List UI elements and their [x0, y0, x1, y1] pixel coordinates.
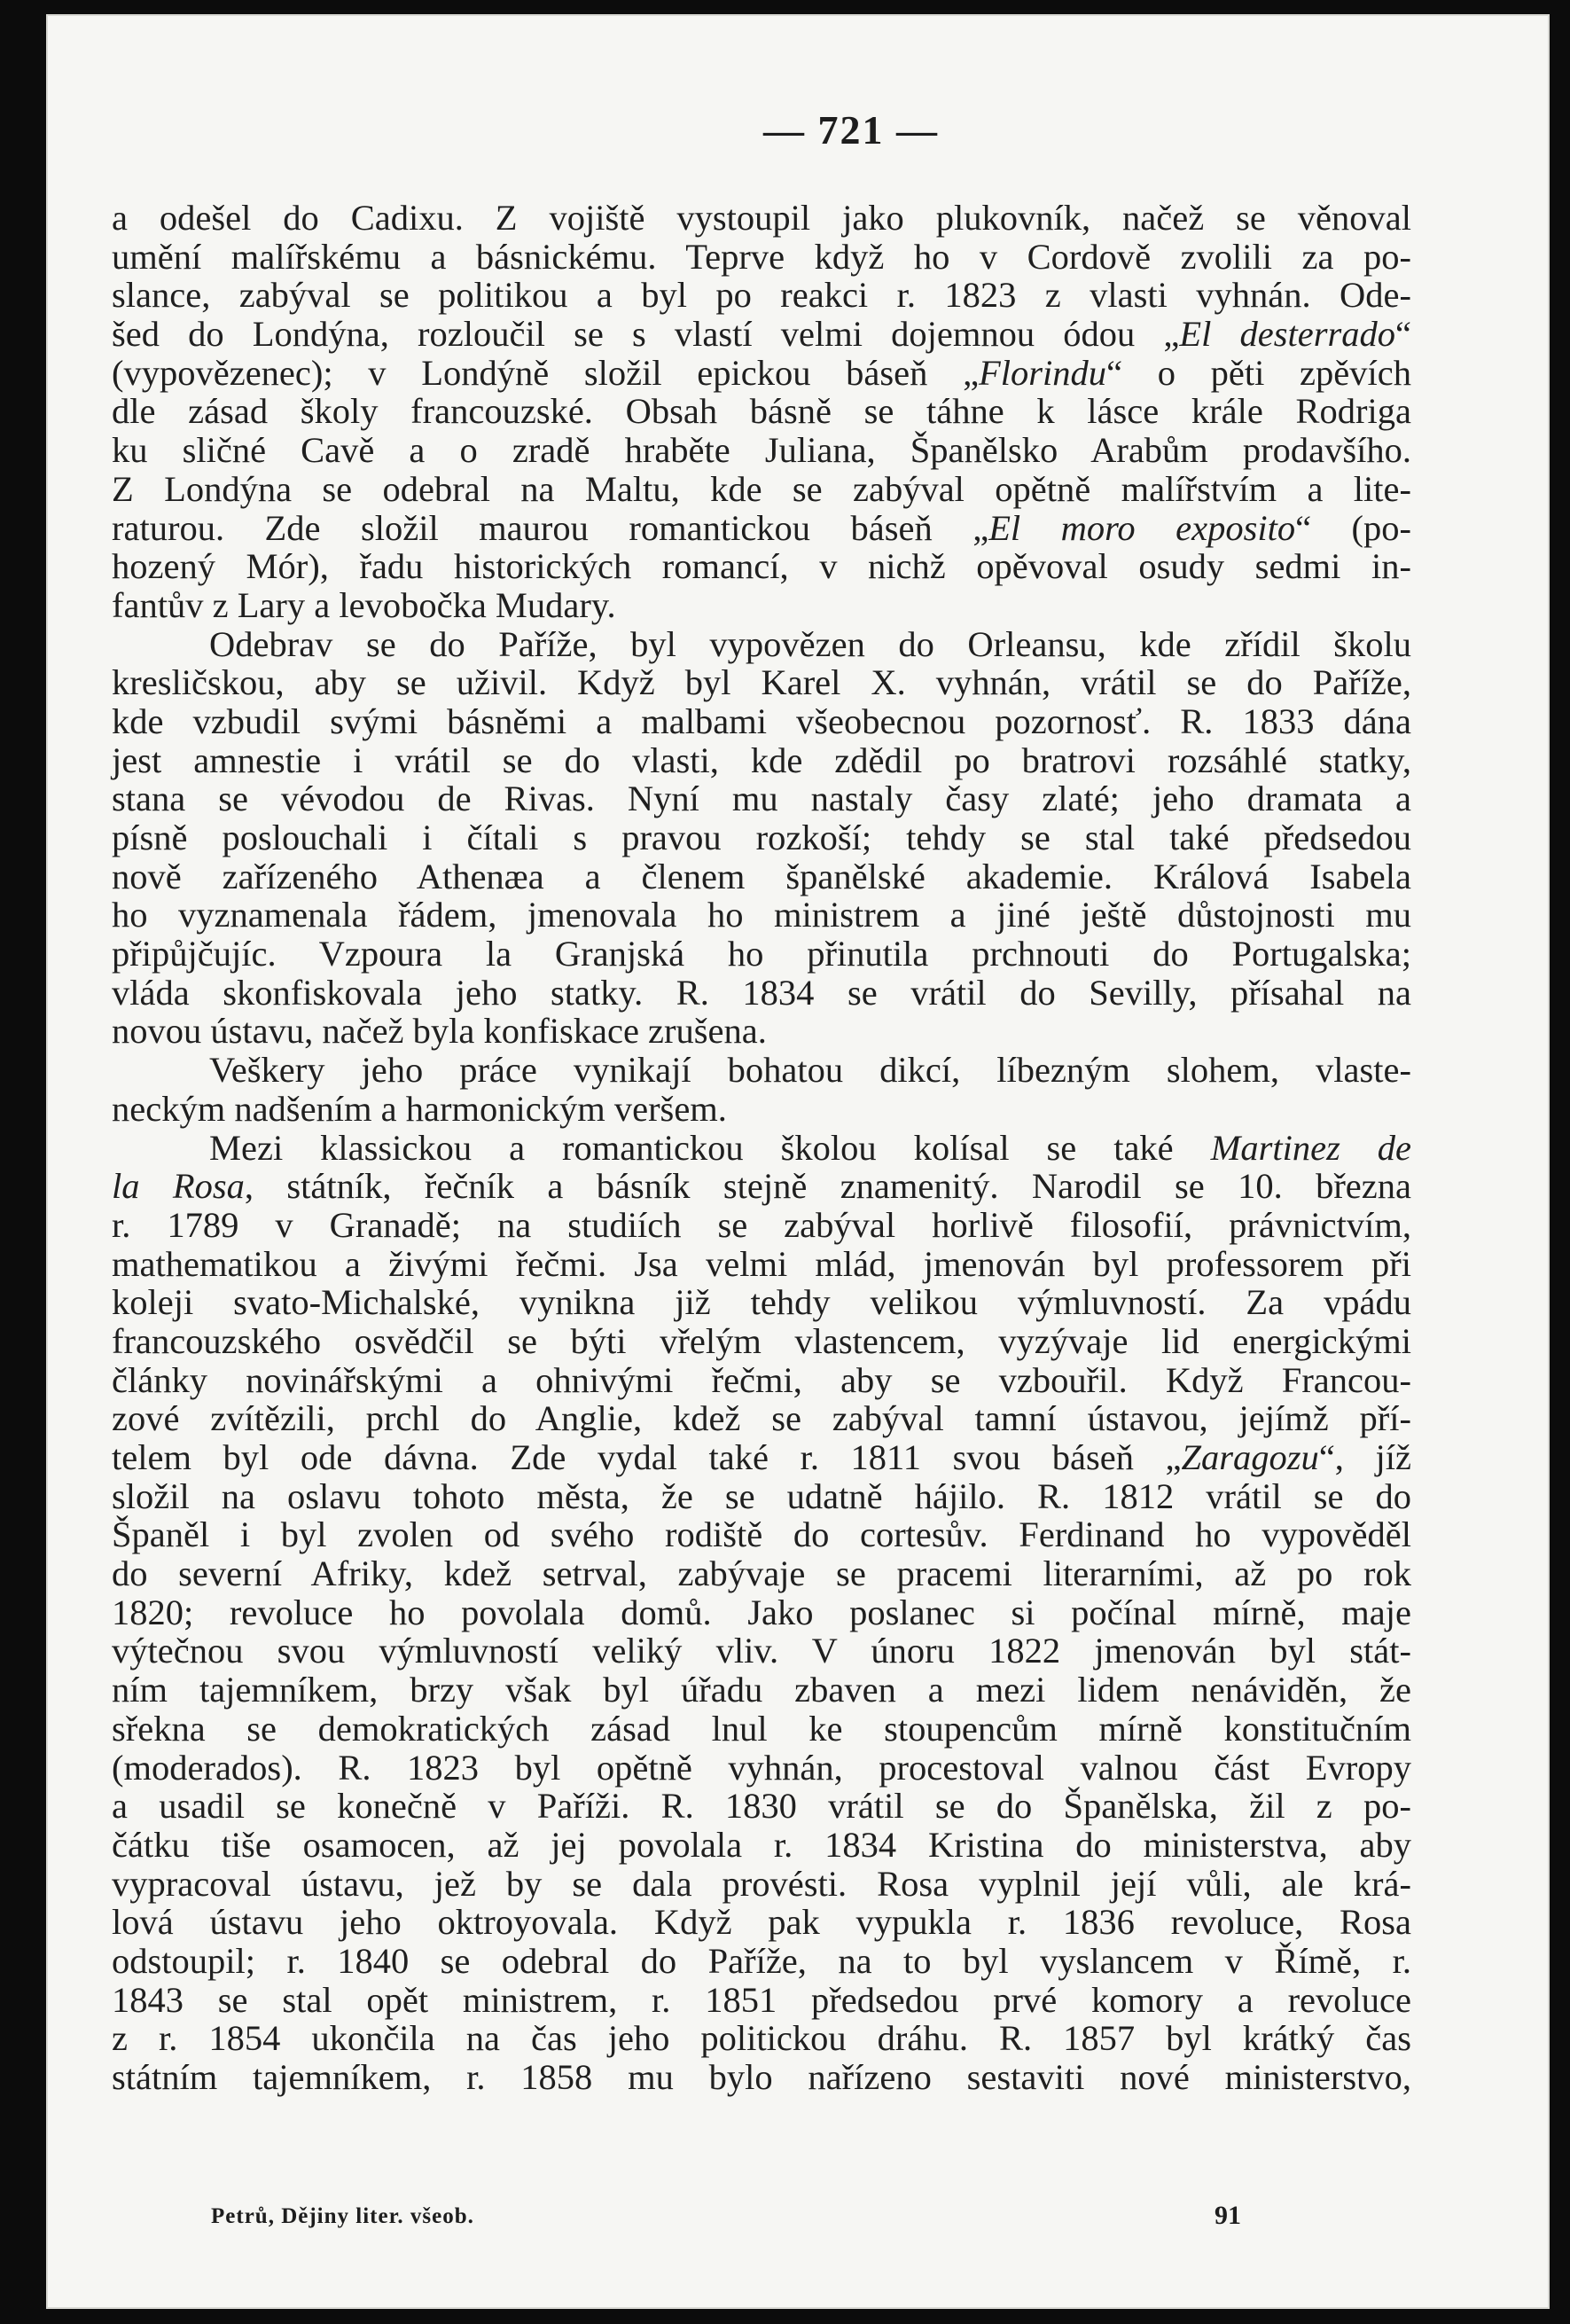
text-line: vláda skonfiskovala jeho statky. R. 1834 se vrátil do Sevilly, přísahal na: [112, 972, 1411, 1013]
text-line: z r. 1854 ukončila na čas jeho politickou dráhu. R. 1857 byl krátký čas: [112, 2018, 1411, 2059]
text-line: dle zásad školy francouzské. Obsah básně se táhne k lásce krále Rodriga: [112, 391, 1411, 432]
text-line: lová ústavu jeho oktroyovala. Když pak vypukla r. 1836 revoluce, Rosa: [112, 1902, 1411, 1943]
text-line: Mezi klassickou a romantickou školou kolísal se také Martinez de: [209, 1127, 1411, 1168]
text-line: umění malířskému a básnickému. Teprve když ho v Cordově zvolili za po-: [112, 236, 1411, 277]
text-line: připůjčujíc. Vzpoura la Granjská ho přinutila prchnouti do Portugalska;: [112, 934, 1411, 974]
text-line: sřekna se demokratických zásad lnul ke stoupencům mírně konstitučním: [112, 1708, 1411, 1749]
text-line: fantův z Lary a levobočka Mudary.: [112, 584, 616, 625]
text-line: vypracoval ústavu, jež by se dala provésti. Rosa vyplnil její vůli, ale krá-: [112, 1863, 1411, 1904]
text-line: mathematikou a živými řečmi. Jsa velmi mlád, jmenován byl professorem při: [112, 1243, 1411, 1284]
book-page: [46, 14, 1550, 2309]
text-line: raturou. Zde složil maurou romantickou báseň „El moro exposito“ (po-: [112, 507, 1412, 548]
text-line: r. 1789 v Granadě; na studiích se zabýval horlivě filosofií, právnictvím,: [112, 1204, 1411, 1245]
text-line: jest amnestie i vrátil se do vlasti, kde zdědil po bratrovi rozsáhlé statky,: [112, 739, 1411, 780]
text-line: čátku tiše osamocen, až jej povolala r. 1834 Kristina do ministerstva, aby: [112, 1824, 1411, 1865]
text-line: Z Londýna se odebral na Maltu, kde se zabýval opětně malířstvím a lite-: [112, 468, 1411, 509]
text-line: stana se vévodou de Rivas. Nyní mu nastaly časy zlaté; jeho dramata a: [112, 779, 1411, 819]
text-line: Odebrav se do Paříže, byl vypovězen do Orleansu, kde zřídil školu: [209, 623, 1411, 664]
text-line: ku sličné Cavě a o zradě hraběte Juliana, Španělsko Arabům prodavšího.: [112, 430, 1411, 471]
text-line: novou ústavu, načež byla konfiskace zrušena.: [112, 1011, 767, 1052]
text-line: složil na oslavu tohoto města, že se udatně hájilo. R. 1812 vrátil se do: [112, 1475, 1411, 1516]
body-text: [112, 199, 1411, 2097]
text-line: a odešel do Cadixu. Z vojiště vystoupil jako plukovník, načež se věnoval: [112, 198, 1411, 238]
text-line: kde vzbudil svými básněmi a malbami všeobecnou pozornosť. R. 1833 dána: [112, 700, 1411, 741]
footer-sheet-number: 91: [1215, 2201, 1241, 2230]
text-line: kresličskou, aby se uživil. Když byl Karel X. vyhnán, vrátil se do Paříže,: [112, 662, 1411, 703]
text-line: ním tajemníkem, brzy však byl úřadu zbaven a mezi lidem nenáviděn, že: [112, 1670, 1411, 1710]
text-line: telem byl ode dávna. Zde vydal také r. 1811 svou báseň „Zaragozu“, jíž: [112, 1437, 1411, 1477]
text-line: zové zvítězili, prchl do Anglie, kdež se zabýval tamní ústavou, jejímž pří-: [112, 1398, 1411, 1439]
text-line: slance, zabýval se politikou a byl po reakci r. 1823 z vlasti vyhnán. Ode-: [112, 275, 1411, 316]
text-line: (vypovězenec); v Londýně složil epickou báseň „Florindu“ o pěti zpěvích: [112, 352, 1411, 393]
text-line: Veškery jeho práce vynikají bohatou dikcí, líbezným slohem, vlaste-: [209, 1050, 1411, 1091]
footer-signature: Petrů, Dějiny liter. všeob.: [211, 2204, 474, 2228]
text-line: ho vyznamenala řádem, jmenovala ho ministrem a jiné ještě důstojnosti mu: [112, 895, 1411, 935]
text-line: hozený Mór), řadu historických romancí, v nichž opěvoval osudy sedmi in-: [112, 546, 1411, 587]
text-line: šed do Londýna, rozloučil se s vlastí velmi dojemnou ódou „El desterrado“: [112, 314, 1411, 355]
text-line: 1843 se stal opět ministrem, r. 1851 předsedou prvé komory a revoluce: [112, 1979, 1411, 2020]
text-line: Španěl i byl zvolen od svého rodiště do cortesův. Ferdinand ho vypověděl: [112, 1514, 1411, 1555]
text-line: písně poslouchali i čítali s pravou rozkoší; tehdy se stal také předsedou: [112, 818, 1411, 857]
text-line: neckým nadšením a harmonickým veršem.: [112, 1088, 727, 1129]
text-line: státním tajemníkem, r. 1858 mu bylo nařízeno sestaviti nové ministerstvo,: [112, 2057, 1411, 2097]
text-line: (moderados). R. 1823 byl opětně vyhnán, procestoval valnou část Evropy: [112, 1747, 1411, 1788]
text-line: a usadil se konečně v Paříži. R. 1830 vrátil se do Španělska, žil z po-: [112, 1786, 1411, 1827]
text-line: do severní Afriky, kdež setrval, zabývaje se pracemi literarními, až po rok: [112, 1553, 1411, 1594]
text-line: koleji svato-Michalské, vynikna již tehdy velikou výmluvností. Za vpádu: [112, 1282, 1411, 1323]
text-line: francouzského osvědčil se býti vřelým vlastencem, vyzývaje lid energickými: [112, 1320, 1411, 1361]
text-line: nově zařízeného Athenæa a členem španělské akademie. Králová Isabela: [112, 856, 1411, 896]
text-line: odstoupil; r. 1840 se odebral do Paříže, na to byl vyslancem v Římě, r.: [112, 1940, 1411, 1981]
text-line: výtečnou svou výmluvností veliký vliv. V únoru 1822 jmenován byl stát-: [112, 1631, 1411, 1671]
text-line: články novinářskými a ohnivými řečmi, aby se vzbouřil. Když Francou-: [112, 1359, 1411, 1400]
text-line: la Rosa, státník, řečník a básník stejně znamenitý. Narodil se 10. března: [112, 1166, 1411, 1207]
text-line: 1820; revoluce ho povolala domů. Jako poslanec si počínal mírně, maje: [112, 1592, 1411, 1632]
page-number: — 721 —: [763, 107, 939, 153]
